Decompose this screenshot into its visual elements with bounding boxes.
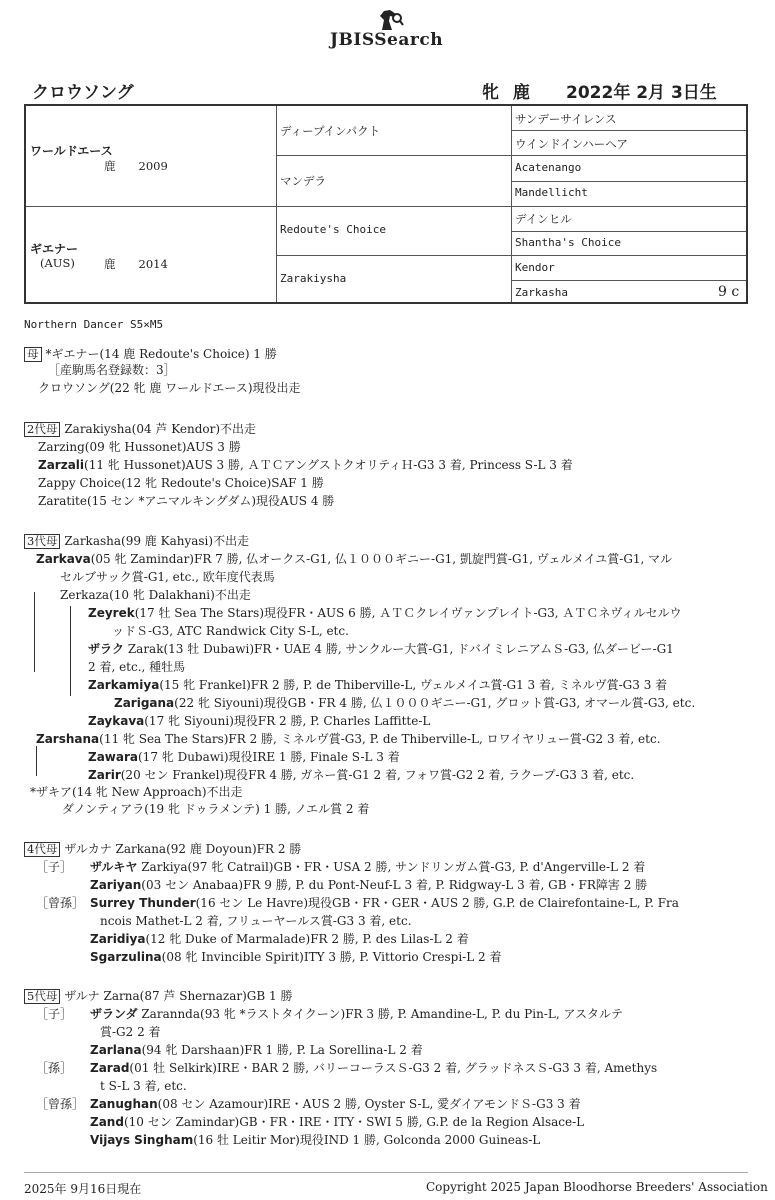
- record-text: Zerkaza(10 牝 Dalakhani)不出走: [60, 588, 251, 602]
- family-line: [88, 767, 634, 783]
- record-text: (17 牝 Dubawi)現役IRE 1 勝, Finale S-L 3 着: [138, 750, 400, 764]
- footer-date: 2025年 9月16日現在: [24, 1182, 142, 1196]
- horse-link[interactable]: Zand: [90, 1115, 124, 1129]
- record-text: ッドＳ-G3, ATC Randwick City S-L, etc.: [112, 624, 349, 638]
- family-line: [90, 949, 501, 965]
- record-text: *ギエナー(14 鹿 Redoute's Choice) 1 勝: [45, 347, 277, 361]
- horse-link[interactable]: ザラク: [88, 642, 125, 656]
- divider: [511, 280, 746, 281]
- record-text: (11 牝 Hussonet)AUS 3 勝, ＡＴＣアングストクオリティＨ-G3 3 着, Princess S-L 3 着: [84, 458, 573, 472]
- record-text: ダノンティアラ(19 牝 ドゥラメンテ) 1 勝, ノエル賞 2 着: [62, 802, 370, 816]
- record-text: Zarzing(09 牝 Hussonet)AUS 3 勝: [38, 440, 241, 454]
- ped-sdd[interactable]: Mandellicht: [515, 186, 588, 199]
- tree-line: [34, 592, 35, 672]
- dam-country: (AUS): [40, 256, 75, 270]
- divider: [26, 206, 276, 207]
- record-text: クロウソング(22 牝 鹿 ワールドエース)現役出走: [38, 381, 301, 395]
- divider: [276, 155, 511, 156]
- generation-label: 4代母: [24, 842, 60, 857]
- family-line: [90, 1060, 657, 1076]
- horse-link[interactable]: Zarlana: [90, 1043, 142, 1057]
- divider: [511, 130, 746, 131]
- ped-ss[interactable]: ディープインパクト: [280, 124, 381, 138]
- relation-tag: ［子］: [36, 860, 73, 874]
- record-text: ncois Mathet-L 2 着, フリューヤールス賞-G3 3 着, etc.: [100, 914, 412, 928]
- logo-text: JBIS: [330, 30, 375, 50]
- generation-label: 2代母: [24, 422, 60, 437]
- family-generation-line: [24, 988, 292, 1004]
- record-text: セルブサック賞-G1, etc., 欧年度代表馬: [60, 570, 275, 584]
- family-line: [38, 380, 301, 396]
- horse-head-icon: [374, 8, 404, 32]
- relation-tag: ［孫］: [36, 1061, 73, 1075]
- divider: [511, 206, 746, 207]
- family-line: [88, 605, 682, 621]
- ped-dss[interactable]: デインヒル: [515, 212, 572, 226]
- ped-sss[interactable]: サンデーサイレンス: [515, 112, 617, 126]
- record-text: (01 牡 Selkirk)IRE・BAR 2 勝, バリーコーラスＳ-G3 2 着, グラッドネスＳ-G3 3 着, Amethys: [129, 1061, 658, 1075]
- record-text: ザルカナ Zarkana(92 鹿 Doyoun)FR 2 勝: [64, 842, 302, 856]
- family-line: [90, 1096, 581, 1112]
- jbis-search-logo[interactable]: [328, 8, 468, 52]
- horse-link[interactable]: Zarshana: [36, 732, 100, 746]
- footer-divider: [24, 1172, 748, 1173]
- family-line: [114, 695, 695, 711]
- horse-link[interactable]: Zaykava: [88, 714, 145, 728]
- horse-link[interactable]: Zaridiya: [90, 932, 146, 946]
- generation-label: 母: [24, 347, 42, 362]
- divider: [276, 106, 277, 302]
- sex-color: 牝 鹿: [482, 83, 534, 103]
- ped-dsd[interactable]: Shantha's Choice: [515, 236, 621, 249]
- record-text: Zarakiysha(04 芦 Kendor)不出走: [64, 422, 257, 436]
- record-text: ［産駒馬名登録数：3］: [48, 363, 176, 377]
- family-line: [100, 913, 412, 929]
- horse-link[interactable]: Zarkamiya: [88, 678, 160, 692]
- family-line: [88, 659, 185, 675]
- record-text: (17 牝 Siyouni)現役FR 2 勝, P. Charles Laffitte-L: [144, 714, 431, 728]
- horse-link[interactable]: Zarir: [88, 768, 121, 782]
- record-text: (20 セン Frankel)現役FR 4 勝, ガネー賞-G1 2 着, フォワ賞-G2 2 着, ラクープ-G3 3 着, etc.: [120, 768, 635, 782]
- horse-name: クロウソング: [32, 83, 134, 103]
- family-generation-line: [24, 421, 256, 437]
- sire-info: 鹿 2009: [104, 159, 168, 173]
- divider: [276, 255, 511, 256]
- record-text: Zappy Choice(12 牝 Redoute's Choice)SAF 1 勝: [38, 476, 324, 490]
- footer-copyright: Copyright 2025 Japan Bloodhorse Breeders' Association: [426, 1180, 768, 1194]
- family-line: [48, 362, 176, 378]
- family-line: [60, 569, 275, 585]
- family-line: [112, 623, 349, 639]
- family-line: [90, 1042, 423, 1058]
- family-line: [36, 551, 672, 567]
- family-generation-line: [24, 841, 301, 857]
- horse-link[interactable]: Zarzali: [38, 458, 85, 472]
- divider: [511, 255, 746, 256]
- record-text: t S-L 3 着, etc.: [100, 1079, 187, 1093]
- family-line: [90, 931, 469, 947]
- horse-link[interactable]: Zanughan: [90, 1097, 158, 1111]
- record-text: (17 牡 Sea The Stars)現役FR・AUS 6 勝, ＡＴＣクレイヴァンプレイト-G3, ＡＴＣネヴィルセルウ: [134, 606, 682, 620]
- family-line: [38, 493, 334, 509]
- family-generation-line: [24, 346, 277, 362]
- family-line: [90, 1132, 540, 1148]
- ped-dds[interactable]: Kendor: [515, 261, 555, 274]
- family-line: [88, 641, 674, 657]
- family-line: [88, 713, 430, 729]
- logo-text-search: Search: [374, 30, 444, 50]
- family-line: [90, 1006, 623, 1022]
- divider: [511, 155, 746, 156]
- family-line: [88, 677, 667, 693]
- record-text: (10 セン Zamindar)GB・FR・IRE・ITY・SWI 5 勝, G.P. de la Region Alsace-L: [123, 1115, 585, 1129]
- family-line: [36, 731, 661, 747]
- horse-link[interactable]: Sgarzulina: [90, 950, 162, 964]
- horse-link[interactable]: ザランダ: [90, 1007, 138, 1021]
- inbreeding-line: Northern Dancer S5×M5: [24, 318, 164, 331]
- family-line: [100, 1078, 187, 1094]
- record-text: (16 セン Le Havre)現役GB・FR・GER・AUS 2 勝, G.P. de Clairefontaine-L, P. Fra: [195, 896, 679, 910]
- relation-tag: ［子］: [36, 1007, 73, 1021]
- record-text: (12 牝 Duke of Marmalade)FR 2 勝, P. des Lilas-L 2 着: [145, 932, 469, 946]
- ped-ddd[interactable]: Zarkasha: [515, 286, 568, 299]
- record-text: (05 牝 Zamindar)FR 7 勝, 仏オークス-G1, 仏１０００ギニー-G1, 凱旋門賞-G1, ヴェルメイユ賞-G1, マル: [90, 552, 673, 566]
- birth-date: 2022年 2月 3日生: [566, 83, 717, 103]
- family-line: [38, 457, 573, 473]
- record-text: (94 牝 Darshaan)FR 1 勝, P. La Sorellina-L 2 着: [141, 1043, 423, 1057]
- divider: [511, 106, 512, 302]
- pedigree-table: [24, 104, 748, 304]
- record-text: (16 牡 Leitir Mor)現役IND 1 勝, Golconda 2000 Guineas-L: [193, 1133, 541, 1147]
- sire-name[interactable]: ワールドエース: [30, 144, 113, 158]
- horse-link[interactable]: Vijays Singham: [90, 1133, 194, 1147]
- tree-line: [70, 606, 71, 696]
- divider: [511, 231, 746, 232]
- record-text: 賞-G2 2 着: [100, 1025, 161, 1039]
- record-text: 2 着, etc., 種牡馬: [88, 660, 186, 674]
- family-line: [62, 801, 369, 817]
- horse-link[interactable]: Zeyrek: [88, 606, 135, 620]
- record-text: Zarak(13 牡 Dubawi)FR・UAE 4 勝, サンクルー大賞-G1, ドバイミレニアムＳ-G3, 仏ダービー-G1: [124, 642, 674, 656]
- horse-link[interactable]: Zarad: [90, 1061, 130, 1075]
- tree-line: [36, 746, 37, 776]
- record-text: (03 セン Anabaa)FR 9 勝, P. du Pont-Neuf-L 3 着, P. Ridgway-L 3 着, GB・FR障害 2 勝: [141, 878, 648, 892]
- dam-name[interactable]: ギエナー: [30, 242, 79, 256]
- record-text: (08 セン Azamour)IRE・AUS 2 勝, Oyster S-L, 愛ダイアモンドＳ-G3 3 着: [157, 1097, 581, 1111]
- record-text: (22 牝 Siyouni)現役GB・FR 4 勝, 仏１０００ギニー-G1, グロット賞-G3, オマール賞-G3, etc.: [174, 696, 696, 710]
- family-generation-line: [24, 533, 249, 549]
- divider: [511, 181, 746, 182]
- family-line: [38, 475, 324, 491]
- horse-link[interactable]: ザルキヤ: [90, 860, 138, 874]
- ped-sd[interactable]: マンデラ: [280, 174, 326, 188]
- ped-dd[interactable]: Zarakiysha: [280, 272, 347, 285]
- horse-link[interactable]: Zawara: [88, 750, 138, 764]
- ped-ds[interactable]: Redoute's Choice: [280, 223, 386, 236]
- family-line: [90, 859, 645, 875]
- record-text: Zarannda(93 牝 *ラストタイクーン)FR 3 勝, P. Amandine-L, P. du Pin-L, アスタルテ: [137, 1007, 623, 1021]
- family-line: [38, 439, 241, 455]
- record-text: Zarkasha(99 鹿 Kahyasi)不出走: [64, 534, 250, 548]
- generation-label: 5代母: [24, 989, 60, 1004]
- dam-info: 鹿 2014: [104, 257, 168, 271]
- divider: [276, 206, 511, 207]
- horse-link[interactable]: Surrey Thunder: [90, 896, 196, 910]
- relation-tag: ［曾孫］: [36, 896, 85, 910]
- horse-link[interactable]: Zariyan: [90, 878, 142, 892]
- record-text: (11 牝 Sea The Stars)FR 2 勝, ミネルヴ賞-G3, P. de Thiberville-L, ロワイヤリュー賞-G2 3 着, etc.: [99, 732, 661, 746]
- relation-tag: ［曾孫］: [36, 1097, 85, 1111]
- family-line: [88, 749, 400, 765]
- family-line: [90, 877, 647, 893]
- record-text: Zarkiya(97 牝 Catrail)GB・FR・USA 2 勝, サンドリンガム賞-G3, P. d'Angerville-L 2 着: [137, 860, 646, 874]
- horse-link[interactable]: Zarigana: [114, 696, 175, 710]
- family-line: [90, 1114, 584, 1130]
- record-text: (15 牝 Frankel)FR 2 勝, P. de Thiberville-L, ヴェルメイユ賞-G1 3 着, ミネルヴ賞-G3 3 着: [159, 678, 668, 692]
- family-line: [30, 784, 243, 800]
- family-number: 9 c: [718, 284, 740, 300]
- horse-link[interactable]: Zarkava: [36, 552, 91, 566]
- family-line: [90, 895, 679, 911]
- ped-ssd[interactable]: ウインドインハーヘア: [515, 137, 628, 151]
- generation-label: 3代母: [24, 534, 60, 549]
- record-text: ザルナ Zarna(87 芦 Shernazar)GB 1 勝: [64, 989, 293, 1003]
- record-text: (08 牝 Invincible Spirit)ITY 3 勝, P. Vittorio Crespi-L 2 着: [161, 950, 502, 964]
- ped-sds[interactable]: Acatenango: [515, 161, 582, 174]
- family-line: [100, 1024, 161, 1040]
- record-text: *ザキア(14 牝 New Approach)不出走: [30, 785, 243, 799]
- family-line: [60, 587, 251, 603]
- record-text: Zaratite(15 セン *アニマルキングダム)現役AUS 4 勝: [38, 494, 335, 508]
